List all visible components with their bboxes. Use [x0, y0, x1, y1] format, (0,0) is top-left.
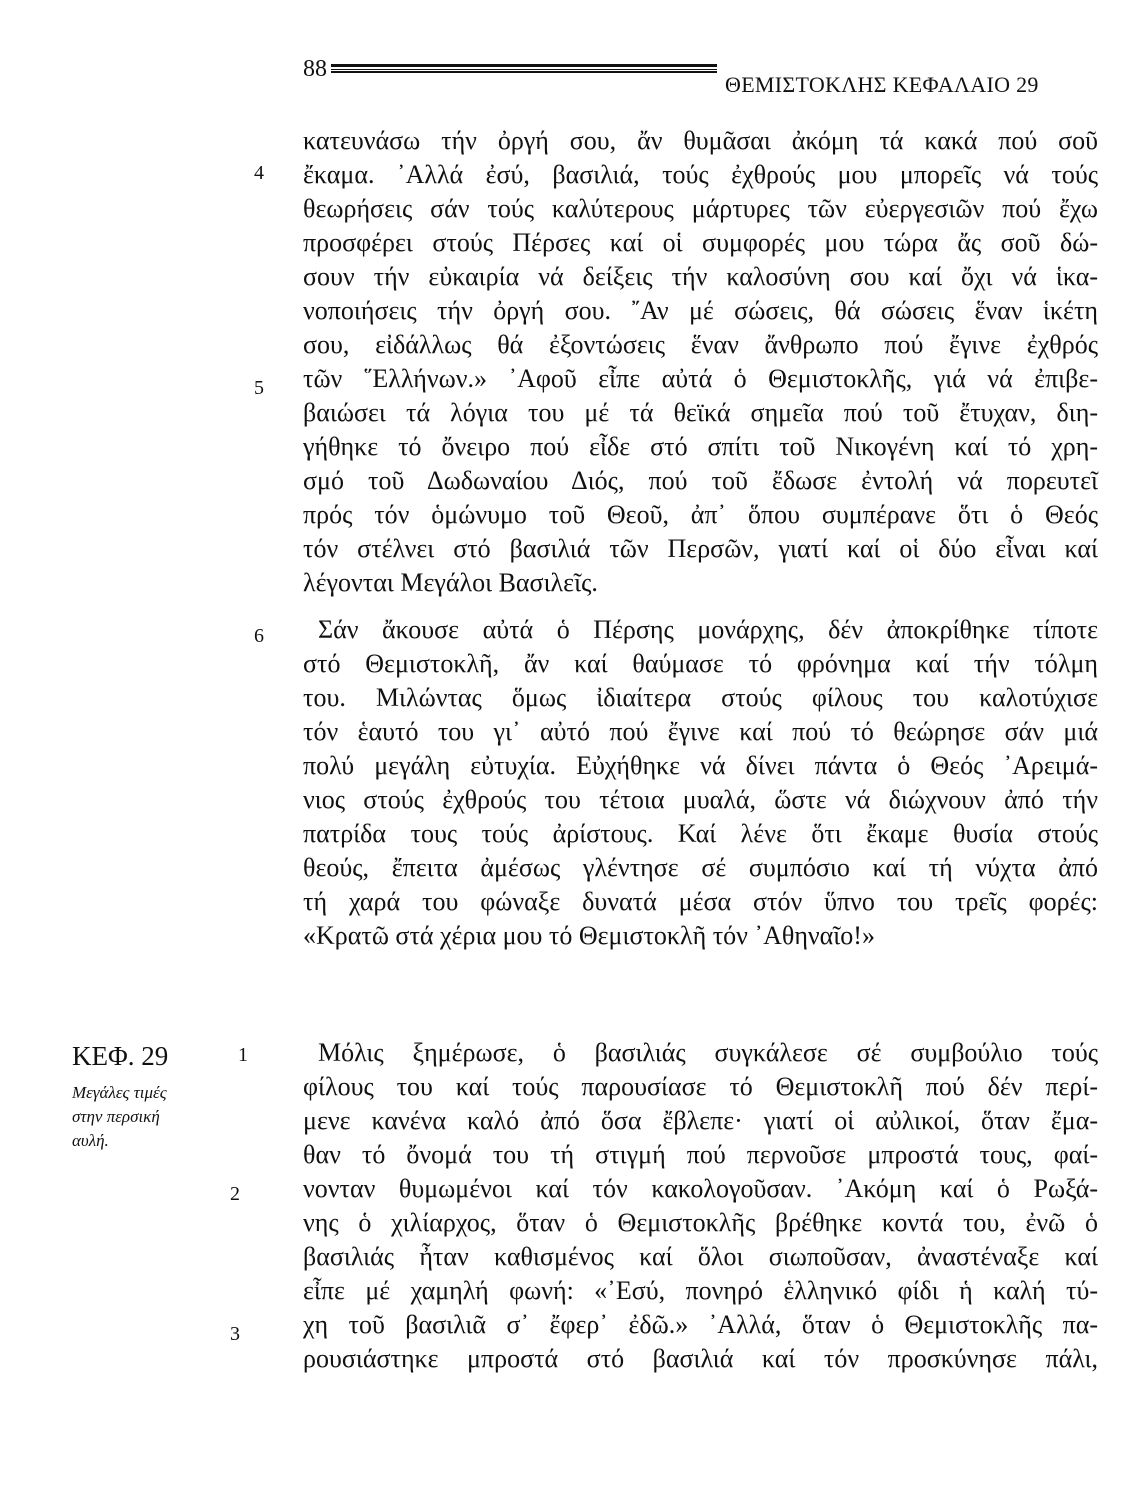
- text-line: πατρίδα τους τούς ἀρίστους. Καί λένε ὅτι ἔκαμε θυσία στούς: [303, 819, 1098, 848]
- text-line: ἔκαμα. ᾿Αλλά ἐσύ, βασιλιά, τούς ἐχθρούς μου μπορεῖς νά τούς: [303, 160, 1098, 189]
- text-line: «Κρατῶ στά χέρια μου τό Θεμιστοκλῆ τόν ᾿Αθηναῖο!»: [303, 921, 875, 950]
- text-line: νης ὁ χιλίαρχος, ὅταν ὁ Θεμιστοκλῆς βρέθηκε κοντά του, ἐνῶ ὁ: [303, 1208, 1098, 1237]
- text-line: προσφέρει στούς Πέρσες καί οἱ συμφορές μου τώρα ἄς σοῦ δώ-: [303, 228, 1098, 257]
- text-line: στό Θεμιστοκλῆ, ἄν καί θαύμασε τό φρόνημα καί τήν τόλμη: [303, 649, 1098, 678]
- text-line: φίλους του καί τούς παρουσίασε τό Θεμιστοκλῆ πού δέν περί-: [303, 1072, 1098, 1101]
- text-line: νονταν θυμωμένοι καί τόν κακολογοῦσαν. ᾿Ακόμη καί ὁ Ρωξά-: [303, 1174, 1098, 1203]
- text-line: χη τοῦ βασιλιᾶ σ᾿ ἔφερ᾿ ἐδῶ.» ᾿Αλλά, ὅταν ὁ Θεμιστοκλῆς πα-: [303, 1310, 1098, 1339]
- text-line: τῶν ῞Ελλήνων.» ᾿Αφοῦ εἶπε αὐτά ὁ Θεμιστοκλῆς, γιά νά ἐπιβε-: [303, 364, 1098, 393]
- text-line: σουν τήν εὐκαιρία νά δείξεις τήν καλοσύνη σου καί ὄχι νά ἱκα-: [303, 262, 1098, 291]
- text-line: ρουσιάστηκε μπροστά στό βασιλιά καί τόν προσκύνησε πάλι,: [303, 1344, 1098, 1373]
- header-rule: [331, 64, 717, 73]
- text-line: θεούς, ἔπειτα ἀμέσως γλέντησε σέ συμπόσιο καί τή νύχτα ἀπό: [303, 853, 1098, 882]
- text-line: τή χαρά του φώναξε δυνατά μέσα στόν ὕπνο του τρεῖς φορές:: [303, 887, 1098, 916]
- text-line: θεωρήσεις σάν τούς καλύτερους μάρτυρες τῶν εὐεργεσιῶν πού ἔχω: [303, 194, 1098, 223]
- chapter-note-line: Μεγάλες τιμές: [72, 1083, 167, 1102]
- text-line: τόν στέλνει στό βασιλιά τῶν Περσῶν, γιατί καί οἱ δύο εἶναι καί: [303, 534, 1098, 563]
- text-line: σμό τοῦ Δωδωναίου Διός, πού τοῦ ἔδωσε ἐντολή νά πορευτεῖ: [303, 466, 1098, 495]
- running-title: ΘΕΜΙΣΤΟΚΛΗΣ ΚΕΦΑΛΑΙΟ 29: [725, 72, 1039, 97]
- section-number-1: 1: [238, 1044, 248, 1066]
- text-line: πρός τόν ὁμώνυμο τοῦ Θεοῦ, ἀπ᾿ ὅπου συμπέρανε ὅτι ὁ Θεός: [303, 500, 1098, 529]
- text-line: νιος στούς ἐχθρούς του τέτοια μυαλά, ὥστε νά διώχνουν ἀπό τήν: [303, 785, 1098, 814]
- section-number-4: 4: [254, 162, 264, 184]
- text-line: σου, εἰδάλλως θά ἐξοντώσεις ἕναν ἄνθρωπο πού ἔγινε ἐχθρός: [303, 330, 1098, 359]
- text-line: βαιώσει τά λόγια του μέ τά θεϊκά σημεῖα πού τοῦ ἔτυχαν, διη-: [303, 398, 1098, 427]
- text-line: τόν ἑαυτό του γι᾿ αὐτό πού ἔγινε καί πού τό θεώρησε σάν μιά: [303, 717, 1098, 746]
- text-line: γήθηκε τό ὄνειρο πού εἶδε στό σπίτι τοῦ Νικογένη καί τό χρη-: [303, 432, 1098, 461]
- text-line: νοποιήσεις τήν ὀργή σου. ῎Αν μέ σώσεις, θά σώσεις ἕναν ἱκέτη: [303, 296, 1098, 325]
- chapter-note-line: αυλή.: [72, 1131, 109, 1150]
- text-line: κατευνάσω τήν ὀργή σου, ἄν θυμᾶσαι ἀκόμη τά κακά πού σοῦ: [303, 126, 1098, 155]
- section-number-5: 5: [254, 377, 264, 399]
- text-line: πολύ μεγάλη εὐτυχία. Εὐχήθηκε νά δίνει πάντα ὁ Θεός ᾿Αρειμά-: [303, 751, 1098, 780]
- text-line: λέγονται Μεγάλοι Βασιλεῖς.: [303, 568, 598, 597]
- text-line: Σάν ἄκουσε αὐτά ὁ Πέρσης μονάρχης, δέν ἀποκρίθηκε τίποτε: [318, 615, 1098, 644]
- section-number-6: 6: [254, 625, 264, 647]
- page-number: 88: [303, 56, 327, 82]
- text-line: βασιλιάς ἦταν καθισμένος καί ὅλοι σιωποῦσαν, ἀναστέναξε καί: [303, 1242, 1098, 1271]
- chapter-note: [72, 1081, 167, 1153]
- text-line: εἶπε μέ χαμηλή φωνή: «᾿Εσύ, πονηρό ἑλληνικό φίδι ἡ καλή τύ-: [303, 1276, 1098, 1305]
- text-line: μενε κανένα καλό ἀπό ὅσα ἔβλεπε· γιατί οἱ αὐλικοί, ὅταν ἔμα-: [303, 1106, 1098, 1135]
- text-line: Μόλις ξημέρωσε, ὁ βασιλιάς συγκάλεσε σέ συμβούλιο τούς: [318, 1038, 1098, 1067]
- chapter-note-line: στην περσική: [72, 1107, 160, 1126]
- text-line: θαν τό ὄνομά του τή στιγμή πού περνοῦσε μπροστά τους, φαί-: [303, 1140, 1098, 1169]
- section-number-2: 2: [230, 1183, 240, 1205]
- section-number-3: 3: [230, 1323, 240, 1345]
- chapter-label: ΚΕΦ. 29: [72, 1041, 169, 1071]
- text-line: του. Μιλώντας ὅμως ἰδιαίτερα στούς φίλους του καλοτύχισε: [303, 683, 1098, 712]
